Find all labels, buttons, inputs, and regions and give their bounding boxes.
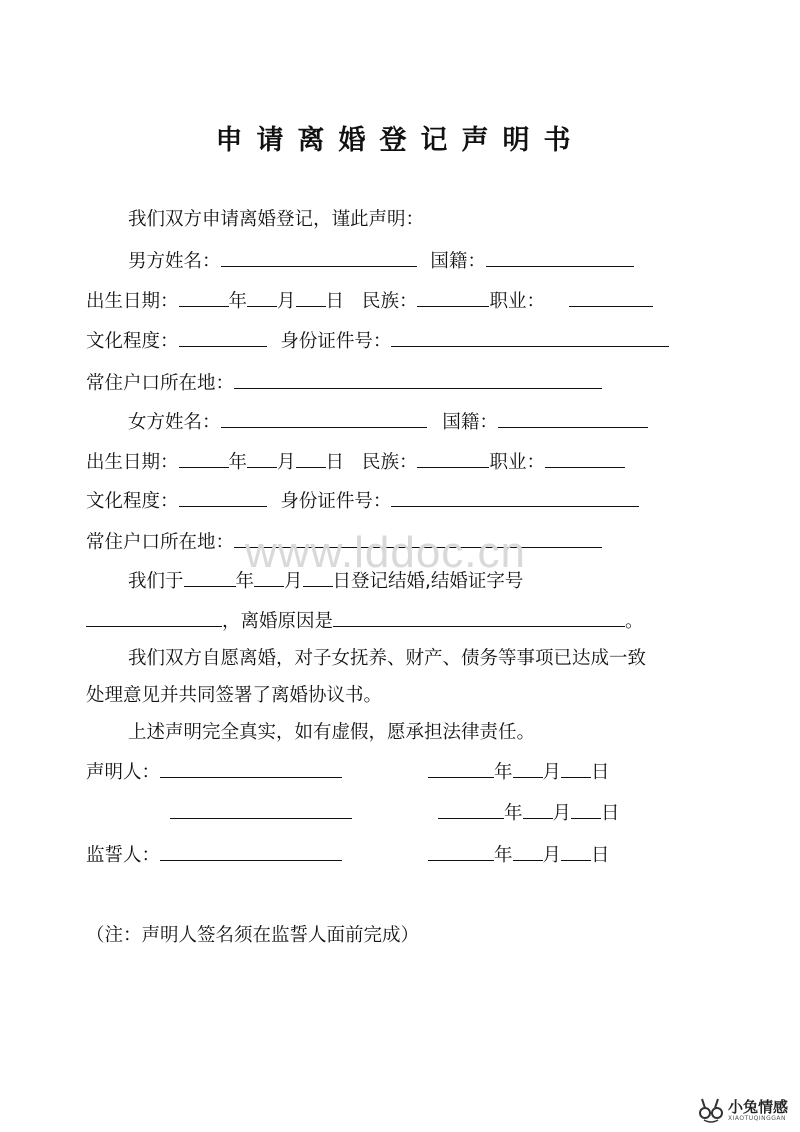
marriage-year-text: 年 [235,571,255,592]
female-id-blank[interactable] [391,488,639,507]
month-text: 月 [552,803,572,824]
female-name-row [128,409,648,435]
reason-blank[interactable] [333,608,625,627]
declarant-row-2 [170,800,352,826]
male-occupation-label: 职业： [489,291,545,312]
day-text: 日 [325,452,345,473]
day-text: 日 [601,803,620,824]
document-title: 申请离婚登记声明书 [215,125,585,156]
female-birth-day-blank[interactable] [296,449,326,468]
female-name-label: 女方姓名： [128,412,221,433]
logo-main-text: 小兔情感 [727,1097,788,1116]
male-education-label: 文化程度： [86,331,179,352]
year-text: 年 [504,803,523,824]
month-text: 月 [542,762,562,783]
declarant-row-1 [86,759,342,785]
male-name-label: 男方姓名： [128,251,221,272]
sign-year-blank[interactable] [428,842,494,861]
declarant-date-2 [438,800,620,826]
month-text: 月 [277,291,296,312]
reason-label: ，离婚原因是 [222,611,334,632]
sign-month-blank[interactable] [513,842,543,861]
sign-day-blank[interactable] [561,842,591,861]
year-text: 年 [228,291,248,312]
female-id-label: 身份证件号： [280,491,392,512]
female-nationality-blank[interactable] [498,409,648,428]
female-birth-year-blank[interactable] [179,449,229,468]
marriage-month-text: 月 [284,571,303,592]
male-nationality-blank[interactable] [486,248,634,267]
intro-text: 我们双方申请离婚登记，谨此声明： [128,209,425,230]
day-text: 日 [325,291,345,312]
marriage-day-text: 日登记结婚,结婚证字号 [332,571,524,592]
male-ethnicity-blank[interactable] [417,288,489,307]
declarant-label: 声明人： [86,762,161,783]
marriage-prefix: 我们于 [128,571,184,592]
male-id-blank[interactable] [391,328,669,347]
male-occupation-blank[interactable] [569,288,653,307]
male-id-label: 身份证件号： [280,331,392,352]
male-birth-row [86,288,653,314]
female-birth-label: 出生日期： [86,452,179,473]
watermark-text: www.lddoc.cn [245,528,527,577]
male-birth-month-blank[interactable] [247,288,277,307]
female-birth-month-blank[interactable] [247,449,277,468]
supervisor-signature-blank[interactable] [160,842,342,861]
male-residence-blank[interactable] [234,370,602,389]
year-text: 年 [494,762,513,783]
female-education-label: 文化程度： [86,491,179,512]
marriage-reason-row [86,608,644,634]
female-occupation-label: 职业： [489,452,545,473]
day-text: 日 [591,845,610,866]
agreement-line-2: 处理意见并共同签署了离婚协议书。 [86,685,383,706]
year-text: 年 [494,845,513,866]
male-birth-label: 出生日期： [86,291,179,312]
female-nationality-label: 国籍： [442,412,498,433]
female-occupation-blank[interactable] [545,449,625,468]
supervisor-row [86,842,342,868]
female-name-blank[interactable] [221,409,427,428]
male-residence-row [86,370,602,396]
declarant-signature-blank-1[interactable] [160,759,342,778]
male-residence-label: 常住户口所在地： [86,373,235,394]
female-residence-label: 常住户口所在地： [86,532,235,553]
female-birth-row [86,449,625,475]
sign-year-blank[interactable] [438,800,504,819]
declarant-date-1 [428,759,610,785]
sign-day-blank[interactable] [571,800,601,819]
male-education-blank[interactable] [179,328,267,347]
sign-month-blank[interactable] [523,800,553,819]
marriage-year-blank[interactable] [184,568,236,587]
logo-sub-text: XIAOTUQINGGAN [727,1114,787,1122]
sign-month-blank[interactable] [513,759,543,778]
day-text: 日 [591,762,610,783]
certificate-number-blank[interactable] [86,608,222,627]
agreement-line-1: 我们双方自愿离婚，对子女抚养、财产、债务等事项已达成一致 [128,648,647,669]
month-text: 月 [277,452,296,473]
female-ethnicity-label: 民族： [361,452,418,473]
month-text: 月 [542,845,562,866]
male-name-blank[interactable] [221,248,417,267]
year-text: 年 [228,452,248,473]
footnote: （注：声明人签名须在监誓人面前完成） [86,925,420,946]
female-ethnicity-blank[interactable] [417,449,489,468]
reason-end: 。 [625,611,644,632]
truth-statement: 上述声明完全真实，如有虚假，愿承担法律责任。 [128,722,536,743]
sign-year-blank[interactable] [428,759,494,778]
female-education-blank[interactable] [179,488,267,507]
male-nationality-label: 国籍： [430,251,486,272]
male-ethnicity-label: 民族： [361,291,418,312]
supervisor-label: 监誓人： [86,845,161,866]
sign-day-blank[interactable] [561,759,591,778]
male-birth-day-blank[interactable] [296,288,326,307]
supervisor-date [428,842,610,868]
site-logo [694,1096,788,1124]
declarant-signature-blank-2[interactable] [170,800,352,819]
rabbit-logo-icon [694,1096,728,1124]
male-birth-year-blank[interactable] [179,288,229,307]
male-education-row [86,328,669,354]
female-education-row [86,488,639,514]
male-name-row [128,248,634,274]
